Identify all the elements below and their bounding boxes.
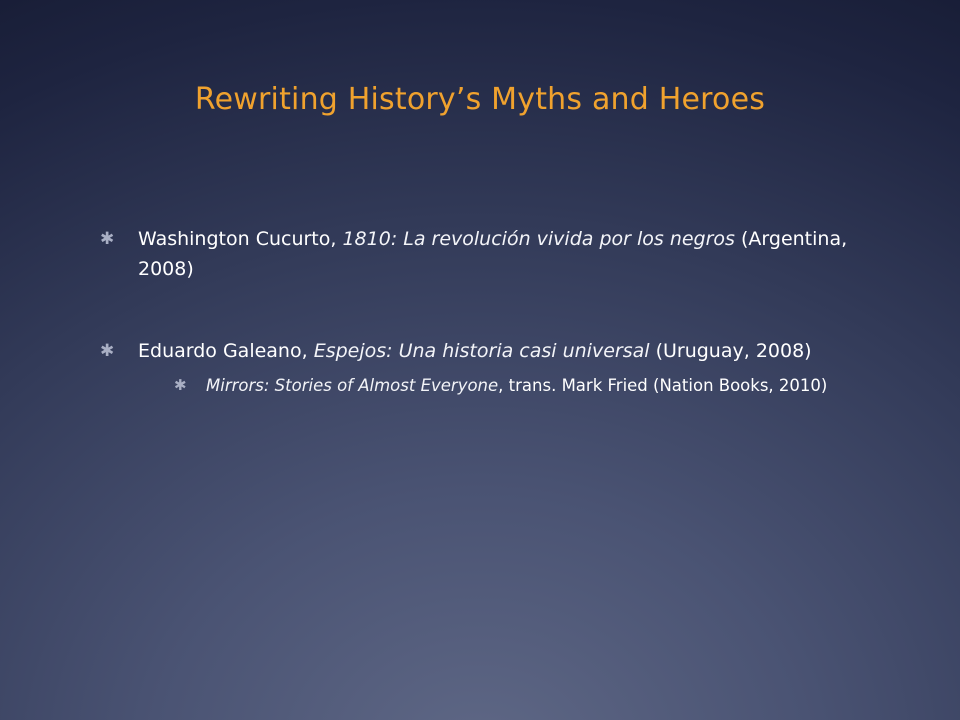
bullet-marker-icon: ✱ xyxy=(100,229,115,249)
bullet-item-galeano xyxy=(100,336,880,399)
bullet-list xyxy=(100,224,880,399)
bullet-item-cucurto xyxy=(100,224,880,284)
slide-title: Rewriting History’s Myths and Heroes xyxy=(194,82,766,117)
work-title: 1810: La revolución vivida por los negros xyxy=(342,228,735,250)
work-detail: (Uruguay, 2008) xyxy=(655,340,812,362)
sub-bullet-marker-icon: ✱ xyxy=(174,376,187,394)
translation-detail: , trans. Mark Fried (Nation Books, 2010) xyxy=(498,376,828,395)
translation-title: Mirrors: Stories of Almost Everyone xyxy=(206,376,499,395)
work-title: Espejos: Una historia casi universal xyxy=(313,340,650,362)
author-name: Eduardo Galeano, xyxy=(138,340,308,362)
bullet-marker-icon: ✱ xyxy=(100,341,115,361)
author-name: Washington Cucurto, xyxy=(138,228,337,250)
work-detail: (Argentina, 2008) xyxy=(138,228,848,280)
sub-bullet-translation xyxy=(138,372,880,399)
